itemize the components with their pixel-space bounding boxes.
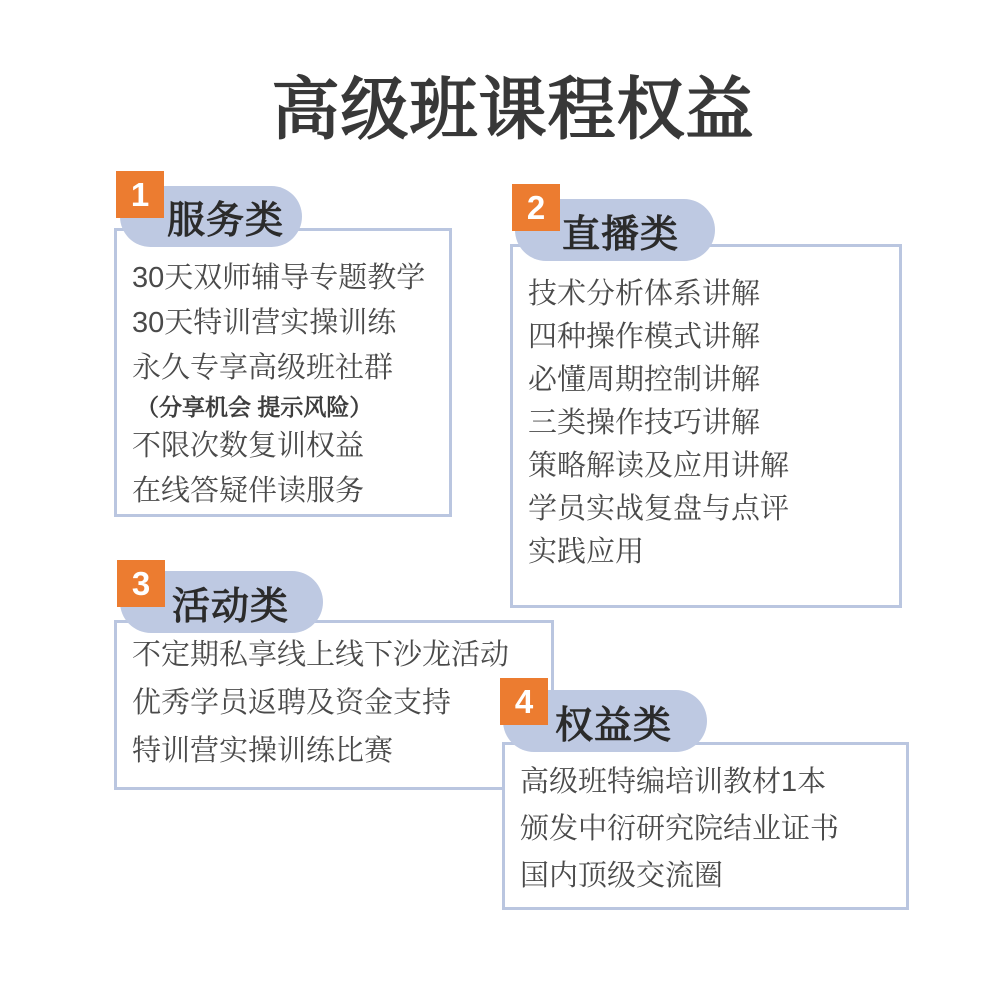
benefit-item: 永久专享高级班社群 [132,352,394,384]
section-live-label: 直播类 [562,213,680,256]
section-live-number: 2 [526,188,546,226]
benefit-item: 优秀学员返聘及资金支持 [132,687,452,719]
section-service-number-badge [116,171,164,218]
benefit-item-note: （分享机会 提示风险） [136,394,373,420]
benefit-item: 不定期私享线上线下沙龙活动 [132,639,510,671]
benefit-item: 实践应用 [528,536,645,568]
benefit-item: 策略解读及应用讲解 [528,450,790,482]
benefit-item: 技术分析体系讲解 [528,278,761,310]
section-activity-box [114,620,554,790]
section-live-items [513,247,899,574]
benefit-item: 30天双师辅导专题教学 [132,262,426,294]
benefit-item: 四种操作模式讲解 [528,321,761,353]
section-activity-items [117,623,551,775]
section-service-label: 服务类 [167,200,285,242]
section-activity-number: 3 [131,564,151,602]
section-service-items [117,231,449,514]
benefit-item: 在线答疑伴读服务 [132,475,365,507]
benefit-item: 不限次数复训权益 [132,430,365,462]
page-title: 高级班课程权益 [271,72,755,148]
section-activity-label: 活动类 [172,585,290,628]
benefit-item: 30天特训营实操训练 [132,307,397,339]
section-service-number: 1 [130,175,150,213]
section-rights-number-badge [500,678,548,725]
section-rights-number: 4 [514,682,534,720]
benefit-item: 三类操作技巧讲解 [528,407,761,439]
section-rights-items [505,745,906,900]
benefit-item: 颁发中衍研究院结业证书 [520,813,840,845]
section-activity-number-badge [117,560,165,607]
benefit-item: 学员实战复盘与点评 [528,493,790,525]
benefit-item: 国内顶级交流圈 [520,860,724,892]
benefit-item: 高级班特编培训教材1本 [520,766,827,798]
section-rights-box [502,742,909,910]
section-service-box [114,228,452,517]
section-rights-label: 权益类 [555,704,673,747]
benefit-item: 特训营实操训练比赛 [132,735,394,767]
benefit-item: 必懂周期控制讲解 [528,364,761,396]
section-live-box [510,244,902,608]
section-live-number-badge [512,184,560,231]
